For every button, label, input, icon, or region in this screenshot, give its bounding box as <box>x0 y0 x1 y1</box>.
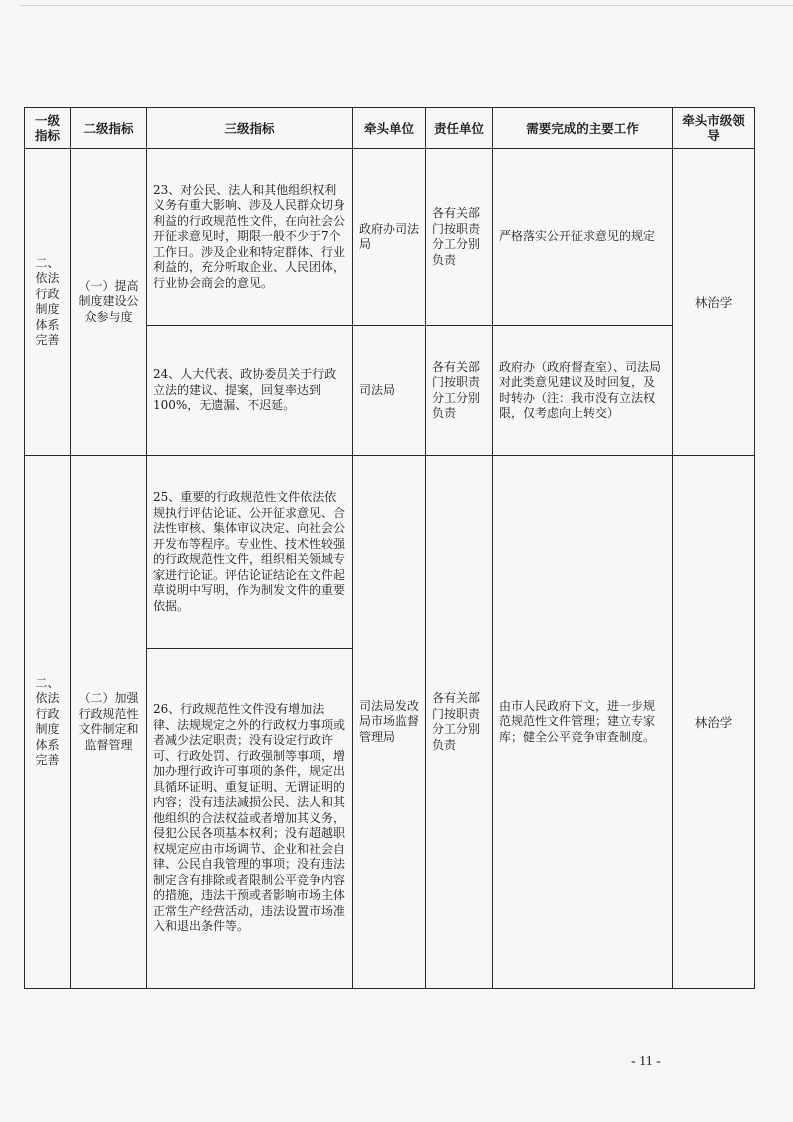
level1-cell: 二、依法行政制度体系完善 <box>25 456 71 989</box>
resp-unit-cell: 各有关部门按职责分工分别负责 <box>426 456 493 989</box>
header-level3: 三级指标 <box>147 108 353 149</box>
lead-unit-cell: 司法局发改局市场监督管理局 <box>353 456 426 989</box>
resp-unit-cell: 各有关部门按职责分工分别负责 <box>426 149 493 326</box>
main-work-cell: 严格落实公开征求意见的规定 <box>493 149 673 326</box>
header-leader: 牵头市级领导 <box>673 108 755 149</box>
table-row <box>25 456 755 649</box>
lead-unit-cell: 司法局 <box>353 326 426 456</box>
level2-cell: （一）提高制度建设公众参与度 <box>71 149 147 456</box>
level3-cell: 24、人大代表、政协委员关于行政立法的建议、提案，回复率达到100%，无遗漏、不迟延。 <box>147 326 353 456</box>
main-work-cell: 由市人民政府下文，进一步规范规范性文件管理；建立专家库；健全公平竞争审查制度。 <box>493 456 673 989</box>
main-work-cell: 政府办（政府督查室）、司法局对此类意见建议及时回复，及时转办（注：我市没有立法权限，仅考虑向上转交） <box>493 326 673 456</box>
level2-cell: （二）加强行政规范性文件制定和监督管理 <box>71 456 147 989</box>
scan-edge-line <box>20 5 793 6</box>
leader-cell: 林治学 <box>673 149 755 456</box>
table-row <box>25 149 755 326</box>
indicator-table <box>24 107 755 989</box>
level3-cell: 23、对公民、法人和其他组织权利义务有重大影响、涉及人民群众切身利益的行政规范性文件，在向社会公开征求意见时，期限一般不少于7个工作日。涉及企业和特定群体、行业利益的，充分听取企业、人民团体，行业协会商会的意见。 <box>147 149 353 326</box>
header-resp-unit: 责任单位 <box>426 108 493 149</box>
leader-cell: 林治学 <box>673 456 755 989</box>
resp-unit-cell: 各有关部门按职责分工分别负责 <box>426 326 493 456</box>
header-level2: 二级指标 <box>71 108 147 149</box>
level3-cell: 25、重要的行政规范性文件依法依规执行评估论证、公开征求意见、合法性审核、集体审议决定、向社会公开发布等程序。专业性、技术性较强的行政规范性文件，组织相关领域专家进行论证。评估论证结论在文件起草说明中写明，作为制发文件的重要依据。 <box>147 456 353 649</box>
level3-cell: 26、行政规范性文件没有增加法律、法规规定之外的行政权力事项或者减少法定职责；没有设定行政许可、行政处罚、行政强制等事项，增加办理行政许可事项的条件，规定出具循环证明、重复证明、无谓证明的内容；没有违法减损公民、法人和其他组织的合法权益或者增加其义务，侵犯公民各项基本权利；没有超越职权规定应由市场调节、企业和社会自律、公民自我管理的事项；没有违法制定含有排除或者限制公平竞争内容的措施，违法干预或者影响市场主体正常生产经营活动，违法设置市场准入和退出条件等。 <box>147 649 353 989</box>
page-number: - 11 - <box>631 1054 661 1069</box>
header-main-work: 需要完成的主要工作 <box>493 108 673 149</box>
header-level1: 一级指标 <box>25 108 71 149</box>
level1-cell: 二、依法行政制度体系完善 <box>25 149 71 456</box>
lead-unit-cell: 政府办司法局 <box>353 149 426 326</box>
header-lead-unit: 牵头单位 <box>353 108 426 149</box>
table-header-row <box>25 108 755 149</box>
